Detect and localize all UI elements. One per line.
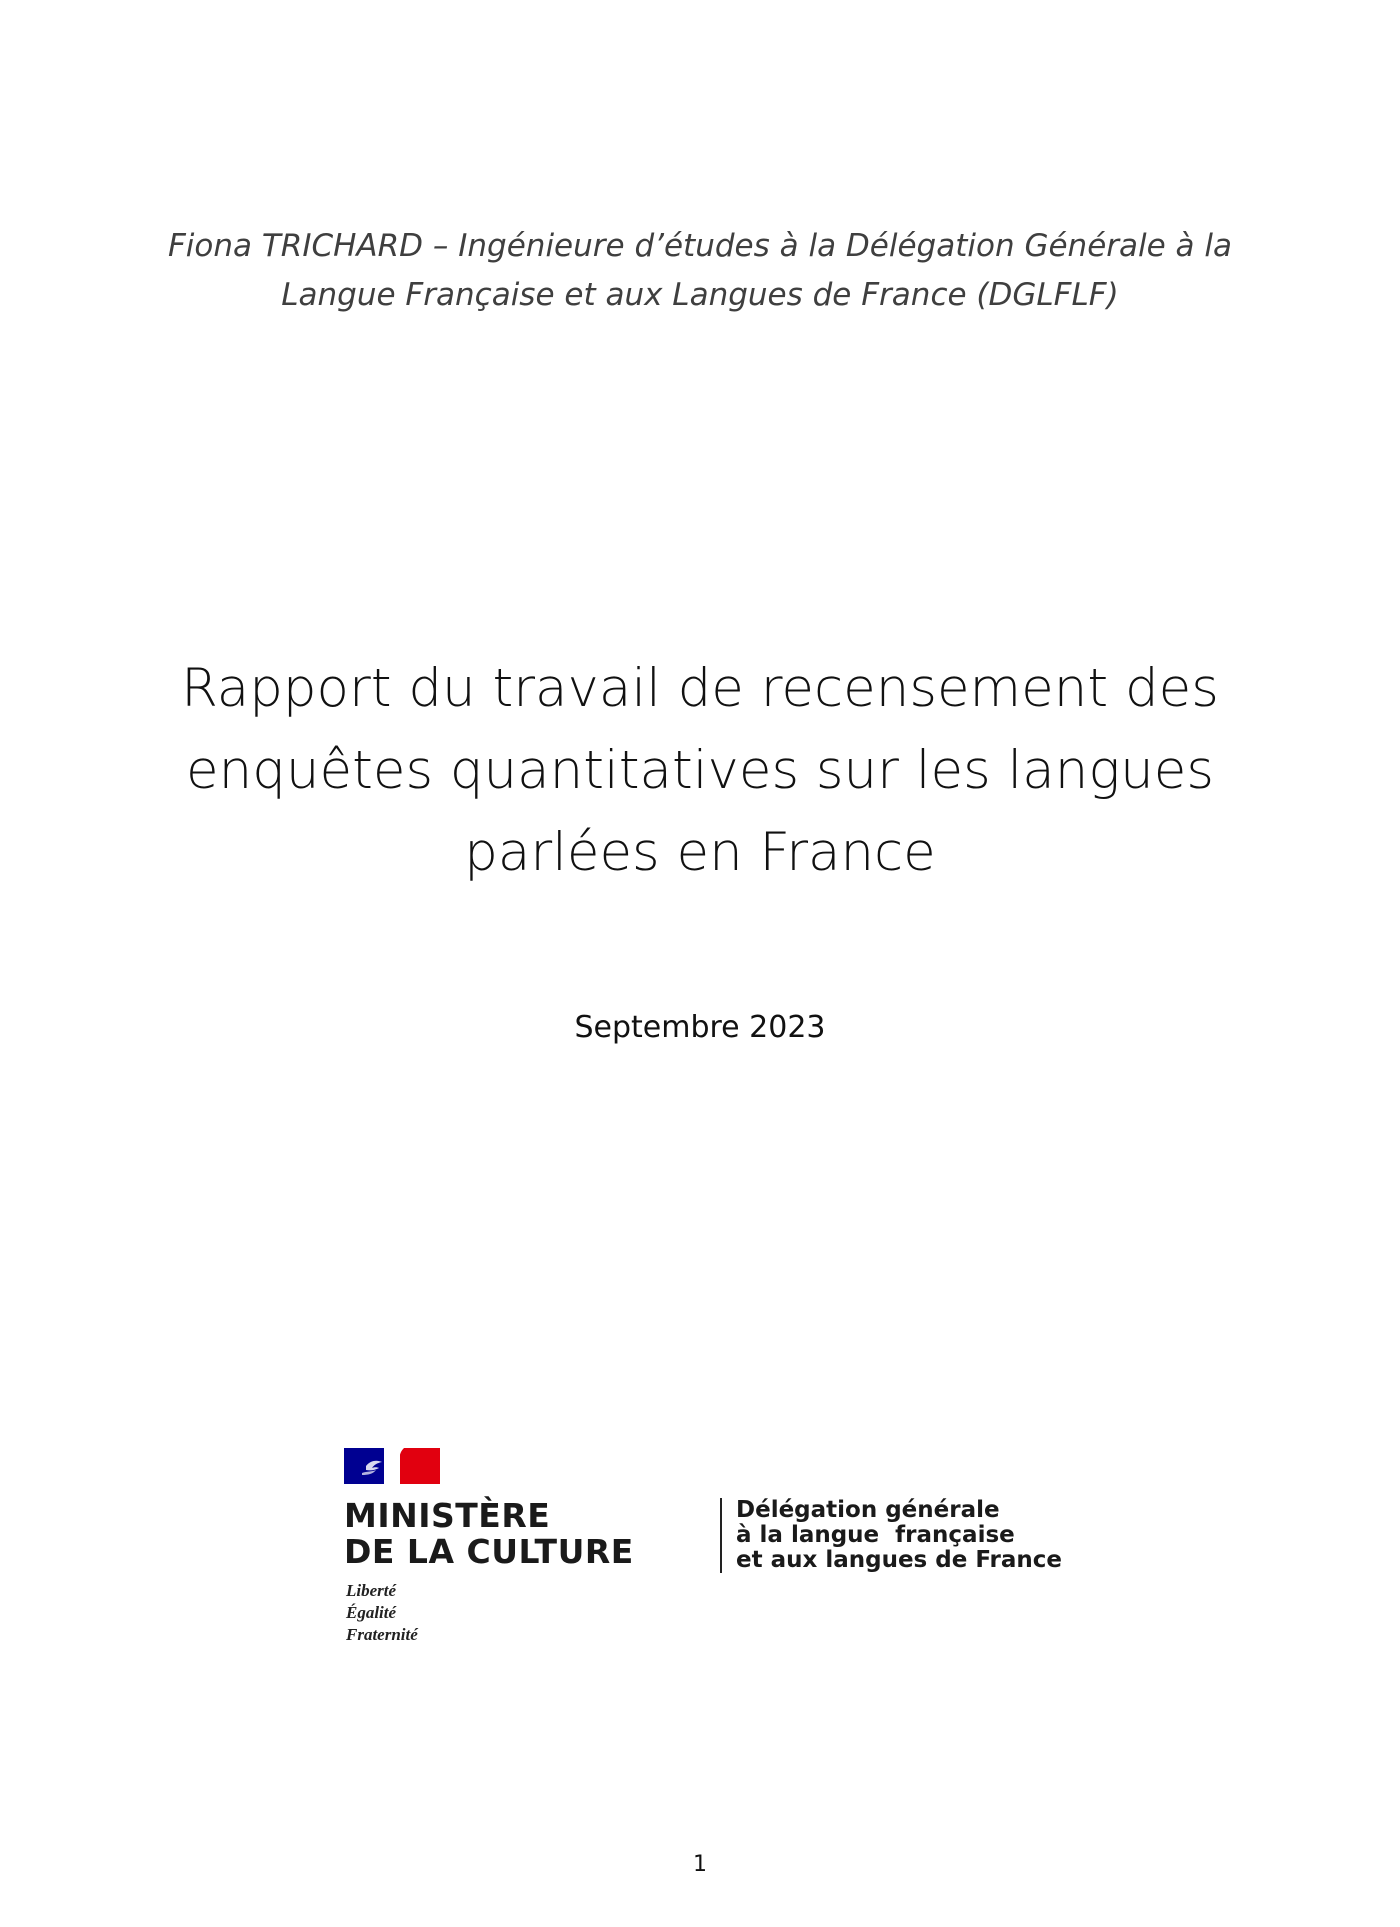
motto-egalite: Égalité (346, 1603, 397, 1622)
marianne-icon (344, 1448, 440, 1484)
author-line-2: Langue Française et aux Langues de France (DGLFLF) (281, 277, 1119, 313)
dglflf-line-3: et aux langues de France (736, 1547, 1063, 1573)
ministere-line-2: DE LA CULTURE (344, 1532, 634, 1571)
dglflf-logo (720, 1498, 1062, 1573)
title-line-2: enquêtes quantitatives sur les langues (186, 740, 1214, 801)
title-line-1: Rapport du travail de recensement des (181, 658, 1219, 719)
motto-liberte: Liberté (346, 1581, 397, 1600)
page-number: 1 (693, 1852, 707, 1877)
report-date: Septembre 2023 (574, 1010, 826, 1045)
republic-motto (346, 1580, 418, 1646)
motto-fraternite: Fraternité (346, 1625, 418, 1644)
author-affiliation (150, 222, 1250, 320)
ministere-line-1: MINISTÈRE (344, 1496, 551, 1535)
dglflf-line-1: Délégation générale (736, 1497, 1000, 1523)
report-title (150, 648, 1250, 894)
ministere-culture-logo (344, 1448, 664, 1658)
author-line-1: Fiona TRICHARD – Ingénieure d’études à la Délégation Générale à la (167, 228, 1233, 264)
dglflf-line-2: à la langue française (736, 1522, 1015, 1548)
title-line-3: parlées en France (464, 822, 936, 883)
ministere-name (344, 1498, 634, 1570)
